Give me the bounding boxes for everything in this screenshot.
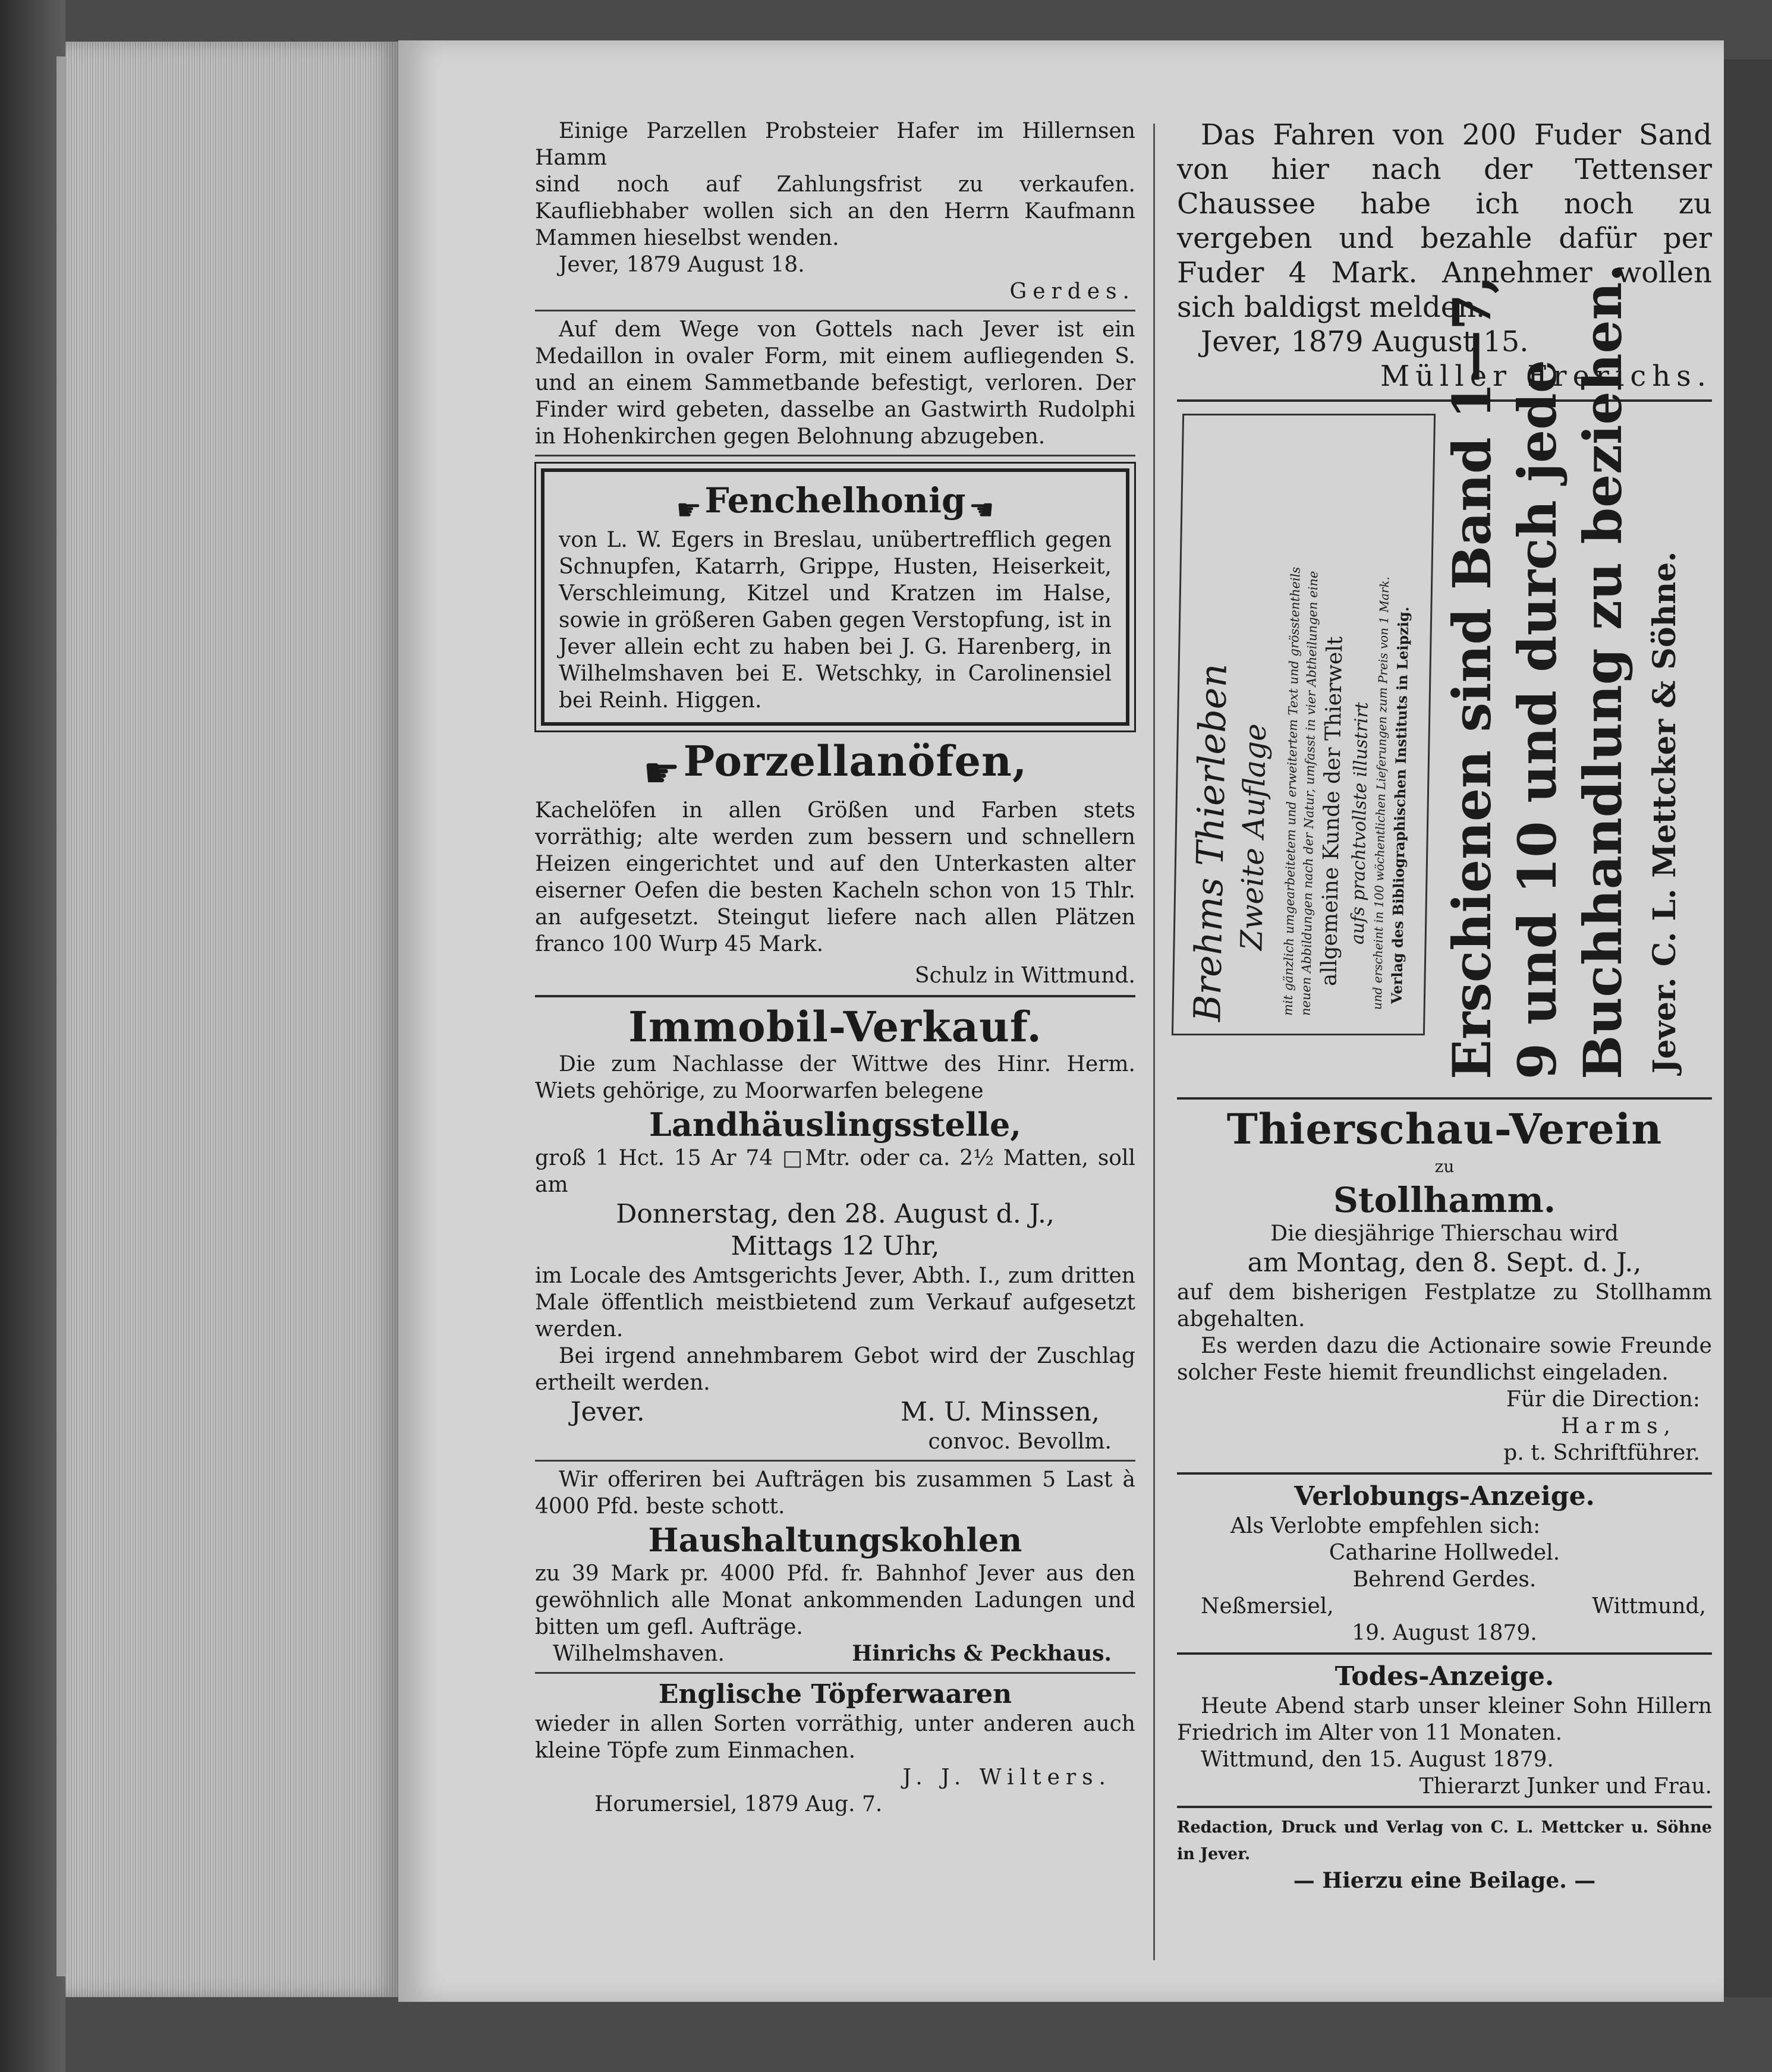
todes-title: Todes-Anzeige. — [1334, 1661, 1554, 1692]
book-spine — [0, 0, 65, 2072]
immobil-text3: im Locale des Amtsgerichts Jever, Abth. I., zum dritten Male öffentlich meistbietend zum Verkauf aufgesetzt werden. — [535, 1264, 1135, 1342]
toepfer-date: Horumersiel, 1879 Aug. 7. — [594, 1792, 883, 1816]
kohlen-title: Haushaltungskohlen — [648, 1521, 1022, 1559]
right-column — [1177, 118, 1712, 1894]
porzellan-text: Kachelöfen in allen Größen und Farben stets vorräthig; alte werden zum bessern und schnellern Heizen eingerichtet und auf den Unterkasten alter eiserner Oefen die besten Kacheln schon von 15 Thlr. an aufgesetzt. Steingut liefere nach allen Plätzen franco 100 Wurp 45 Mark. — [535, 798, 1135, 956]
ad-hafer-text: sind noch auf Zahlungsfrist zu verkaufen. Kaufliebhaber wollen sich an den Herrn Kaufmann Mammen hieselbst wenden. — [535, 172, 1135, 250]
brehms-big3: Buchhandlung zu beziehen. — [1572, 263, 1633, 1079]
ad-fenchelhonig — [541, 468, 1129, 726]
todes-date: Wittmund, den 15. August 1879. — [1201, 1747, 1554, 1772]
brehms-big2: 9 und 10 und durch jede — [1506, 360, 1568, 1079]
thierschau-text2: auf dem bisherigen Festplatze zu Stollhamm abgehalten. — [1177, 1280, 1712, 1331]
immobil-signature: M. U. Minssen, — [900, 1397, 1100, 1427]
kohlen-text2: zu 39 Mark pr. 4000 Pfd. fr. Bahnhof Jever aus den gewöhnlich alle Monat ankommenden Ladungen und bitten um gefl. Aufträge. — [535, 1561, 1135, 1639]
porzellan-title: Porzellanöfen, — [683, 736, 1028, 786]
immobil-place: Jever. — [571, 1397, 645, 1427]
ad-medaillon-text: Auf dem Wege von Gottels nach Jever ist ein Medaillon in ovaler Form, mit einem aufliegenden S. und an einem Sammetbande befestigt, verloren. Der Finder wird gebeten, dasselbe an Gastwirth Rudolphi in Hohenkirchen gegen Belohnung abzugeben. — [535, 317, 1135, 449]
fenchelhonig-text: von L. W. Egers in Breslau, unübertrefflich gegen Schnupfen, Katarrh, Grippe, Husten, Heiserkeit, Verschleimung, Kitzel und Kratzen im Halse, sowie in größeren Gaben gegen Verstopfung, ist in Jever allein echt zu haben bei J. G. Harenberg, in Wilhelmshaven bei E. Wetschky, in Carolinensiel bei Reinh. Higgen. — [559, 527, 1112, 713]
thierschau-zu: zu — [1434, 1157, 1455, 1176]
immobil-text4: Bei irgend annehmbarem Gebot wird der Zuschlag ertheilt werden. — [535, 1344, 1135, 1395]
sand-date: Jever, 1879 August 15. — [1201, 325, 1529, 358]
ad-immobil-verkauf — [535, 1003, 1135, 1455]
thierschau-date: am Montag, den 8. Sept. d. J., — [1247, 1248, 1642, 1278]
toepfer-title: Englische Töpferwaaren — [658, 1679, 1012, 1709]
pointing-hand-icon: ☛ — [643, 748, 681, 797]
ad-hafer-signature: Gerdes. — [1009, 279, 1135, 304]
ad-todesanzeige — [1177, 1661, 1712, 1800]
brehms-frame — [1172, 414, 1436, 1035]
brehms-big1: Erschienen sind Band 1—7, — [1441, 275, 1503, 1079]
brehms-title: Brehms Thierleben — [1185, 663, 1235, 1022]
left-column — [535, 118, 1135, 1818]
sand-text: Das Fahren von 200 Fuder Sand von hier nach der Tettenser Chaussee habe ich noch zu vergeben und bezahle dafür per Fuder 4 Mark. Annehmer wollen sich baldigst melden. — [1177, 118, 1712, 324]
rule — [535, 1672, 1135, 1674]
thierschau-title: Thierschau-Verein — [1226, 1104, 1663, 1154]
pointing-hand-icon: ☛ — [676, 493, 702, 527]
porzellan-signature: Schulz in Wittmund. — [914, 963, 1135, 988]
fenchelhonig-title: Fenchelhonig — [704, 480, 966, 521]
verlobung-place1: Neßmersiel, — [1201, 1594, 1334, 1618]
rule — [535, 310, 1135, 311]
thierschau-signature2: p. t. Schriftführer. — [1503, 1441, 1700, 1465]
brehms-line1: mit gänzlich umgearbeitetem und erweitertem Text und grösstentheils — [1280, 566, 1303, 1016]
brehms-big4: Jever. C. L. Mettcker & Söhne. — [1647, 551, 1683, 1073]
immobil-subtitle: Landhäuslingsstelle, — [649, 1106, 1022, 1144]
thierschau-place: Stollhamm. — [1333, 1180, 1556, 1220]
brehms-line6: Verlag des Bibliographischen Instituts in Leipzig. — [1387, 606, 1412, 1004]
beilage-note: — Hierzu eine Beilage. — — [1293, 1868, 1596, 1893]
rule — [535, 995, 1135, 997]
verlobung-name2: Behrend Gerdes. — [1352, 1567, 1537, 1592]
ad-hafer-date: Jever, 1879 August 18. — [559, 253, 805, 277]
immobil-signature2: convoc. Bevollm. — [928, 1429, 1112, 1454]
imprint: Redaction, Druck und Verlag von C. L. Mettcker u. Söhne in Jever. — [1177, 1818, 1712, 1863]
ad-hafer — [535, 118, 1135, 305]
toepfer-text: wieder in allen Sorten vorräthig, unter anderen auch kleine Töpfe zum Einmachen. — [535, 1712, 1135, 1763]
rule — [535, 455, 1135, 456]
verlobung-title: Verlobungs-Anzeige. — [1294, 1481, 1595, 1512]
rule — [1177, 1806, 1712, 1808]
newspaper-page — [398, 40, 1724, 2002]
immobil-date1: Donnerstag, den 28. August d. J., — [616, 1199, 1055, 1229]
facing-page-edge — [1724, 59, 1772, 1997]
sand-signature: Müller Frerichs. — [1380, 360, 1712, 393]
rule — [1177, 1097, 1712, 1100]
thierschau-signature: Harms, — [1560, 1414, 1676, 1438]
rule — [1177, 1652, 1712, 1655]
rule — [535, 1460, 1135, 1462]
brehms-line4: aufs prachtvollste illustrirt — [1347, 702, 1373, 944]
ad-verlobung — [1177, 1481, 1712, 1646]
toepfer-signature: J. J. Wilters. — [902, 1765, 1112, 1790]
column-divider — [1153, 124, 1155, 1960]
rule — [1177, 1472, 1712, 1475]
thierschau-text1: Die diesjährige Thierschau wird — [1270, 1221, 1619, 1246]
kohlen-signature: Hinrichs & Peckhaus. — [852, 1641, 1112, 1666]
verlobung-name1: Catharine Hollwedel. — [1329, 1541, 1560, 1565]
pointing-hand-icon: ☚ — [968, 493, 994, 527]
brehms-line2: neuen Abbildungen nach der Natur, umfasst in vier Abtheilungen eine — [1298, 571, 1321, 1016]
immobil-text2: groß 1 Hct. 15 Ar 74 □Mtr. oder ca. 2½ Matten, soll am — [535, 1146, 1135, 1197]
immobil-title: Immobil-Verkauf. — [628, 1002, 1042, 1051]
immobil-date2: Mittags 12 Uhr, — [731, 1231, 940, 1261]
brehms-line3: allgemeine Kunde der Thierwelt — [1317, 636, 1348, 986]
page-stack-edges — [65, 42, 398, 1997]
verlobung-date: 19. August 1879. — [1352, 1621, 1537, 1645]
kohlen-place: Wilhelmshaven. — [553, 1642, 725, 1666]
ad-porzellanoefen — [535, 738, 1135, 990]
thierschau-for: Für die Direction: — [1506, 1387, 1700, 1412]
kohlen-text1: Wir offeriren bei Aufträgen bis zusammen 5 Last à 4000 Pfd. beste schott. — [535, 1468, 1135, 1519]
ad-kohlen — [535, 1466, 1135, 1667]
ad-thierschau — [1177, 1106, 1712, 1466]
thierschau-text3: Es werden dazu die Actionaire sowie Freunde solcher Feste hiemit freundlichst eingeladen. — [1177, 1334, 1712, 1385]
verlobung-text: Als Verlobte empfehlen sich: — [1230, 1514, 1541, 1538]
immobil-text1: Die zum Nachlasse der Wittwe des Hinr. Herm. Wiets gehörige, zu Moorwarfen belegene — [535, 1052, 1135, 1103]
ad-toepferwaaren — [535, 1679, 1135, 1818]
todes-text: Heute Abend starb unser kleiner Sohn Hillern Friedrich im Alter von 11 Monaten. — [1177, 1694, 1712, 1745]
verlobung-place2: Wittmund, — [1592, 1594, 1706, 1618]
brehms-subtitle: Zweite Auflage — [1234, 723, 1273, 950]
ad-hafer-line1: Einige Parzellen Probsteier Hafer im Hillernsen Hamm — [535, 119, 1135, 170]
brehms-line5: und erscheint in 100 wöchentlichen Lieferungen zum Preis von 1 Mark. — [1370, 577, 1392, 1010]
todes-signature: Thierarzt Junker und Frau. — [1419, 1774, 1712, 1799]
